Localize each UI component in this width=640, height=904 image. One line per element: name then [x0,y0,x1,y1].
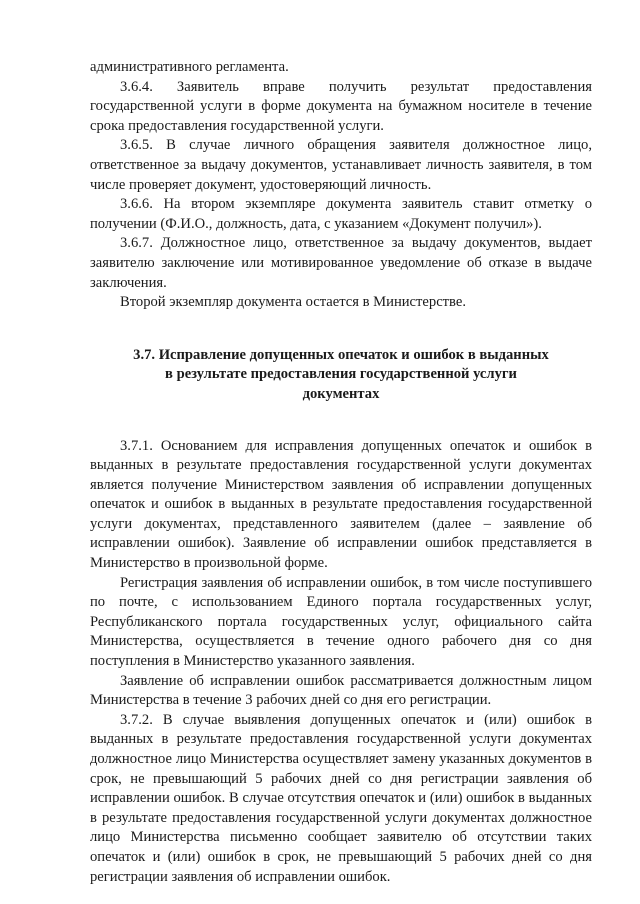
heading-line: 3.7. Исправление допущенных опечаток и ошибок в выданных [133,346,549,363]
heading-line: в результате предоставления государственной услуги [165,366,517,383]
paragraph-3-6-5: 3.6.5. В случае личного обращения заявителя должностное лицо, ответственное за выдачу документов, устанавливает личность заявителя, в том числе проверяет документ, удостоверяющий личность. [90,137,592,193]
section-heading-3-7 [90,346,592,405]
paragraph-continuation: административного регламента. [90,59,289,75]
paragraph-3-6-6: 3.6.6. На втором экземпляре документа заявитель ставит отметку о получении (Ф.И.О., должность, дата, с указанием «Документ получил»). [90,196,592,232]
paragraph-registration: Регистрация заявления об исправлении ошибок, в том числе поступившего по почте, с использованием Единого портала государственных услуг, Республиканского портала государственных услуг, официального сайта Министерства, осуществляется в течение одного рабочего дня со дня поступления в Министерство указанного заявления. [90,574,592,670]
paragraph-3-7-1: 3.7.1. Основанием для исправления допущенных опечаток и ошибок в выданных в результате предоставления государственной услуги документах является получение Министерством заявления об исправлении допущенных опечаток и ошибок в выданных в результате предоставления государственной услуги документах, представленного заявителем (далее – заявление об исправлении ошибок). Заявление об исправлении ошибок представляется в Министерство в произвольной форме. [90,437,592,572]
paragraph-3-6-7: 3.6.7. Должностное лицо, ответственное за выдачу документов, выдает заявителю заключение или мотивированное уведомление об отказе в выдаче заключения. [90,235,592,291]
paragraph-review: Заявление об исправлении ошибок рассматривается должностным лицом Министерства в течение 3 рабочих дней со дня его регистрации. [90,672,592,709]
paragraph-second-copy: Второй экземпляр документа остается в Министерстве. [120,294,466,311]
paragraph-3-6-4: 3.6.4. Заявитель вправе получить результат предоставления государственной услуги в форме документа на бумажном носителе в течение срока предоставления государственной услуги. [90,78,592,134]
heading-line: документах [302,385,380,402]
paragraph-3-7-2: 3.7.2. В случае выявления допущенных опечаток и (или) ошибок в выданных в результате предоставления государственной услуги документах должностное лицо Министерства осуществляет замену указанных документов в срок, не превышающий 5 рабочих дней со дня регистрации заявления об исправлении ошибок. В случае отсутствия опечаток и (или) ошибок в выданных в результате предоставления государственной услуги документах должностное лицо Министерства письменно сообщает заявителю об отсутствии таких опечаток и (или) ошибок в срок, не превышающий 5 рабочих дней со дня регистрации заявления об исправлении ошибок. [90,711,592,885]
